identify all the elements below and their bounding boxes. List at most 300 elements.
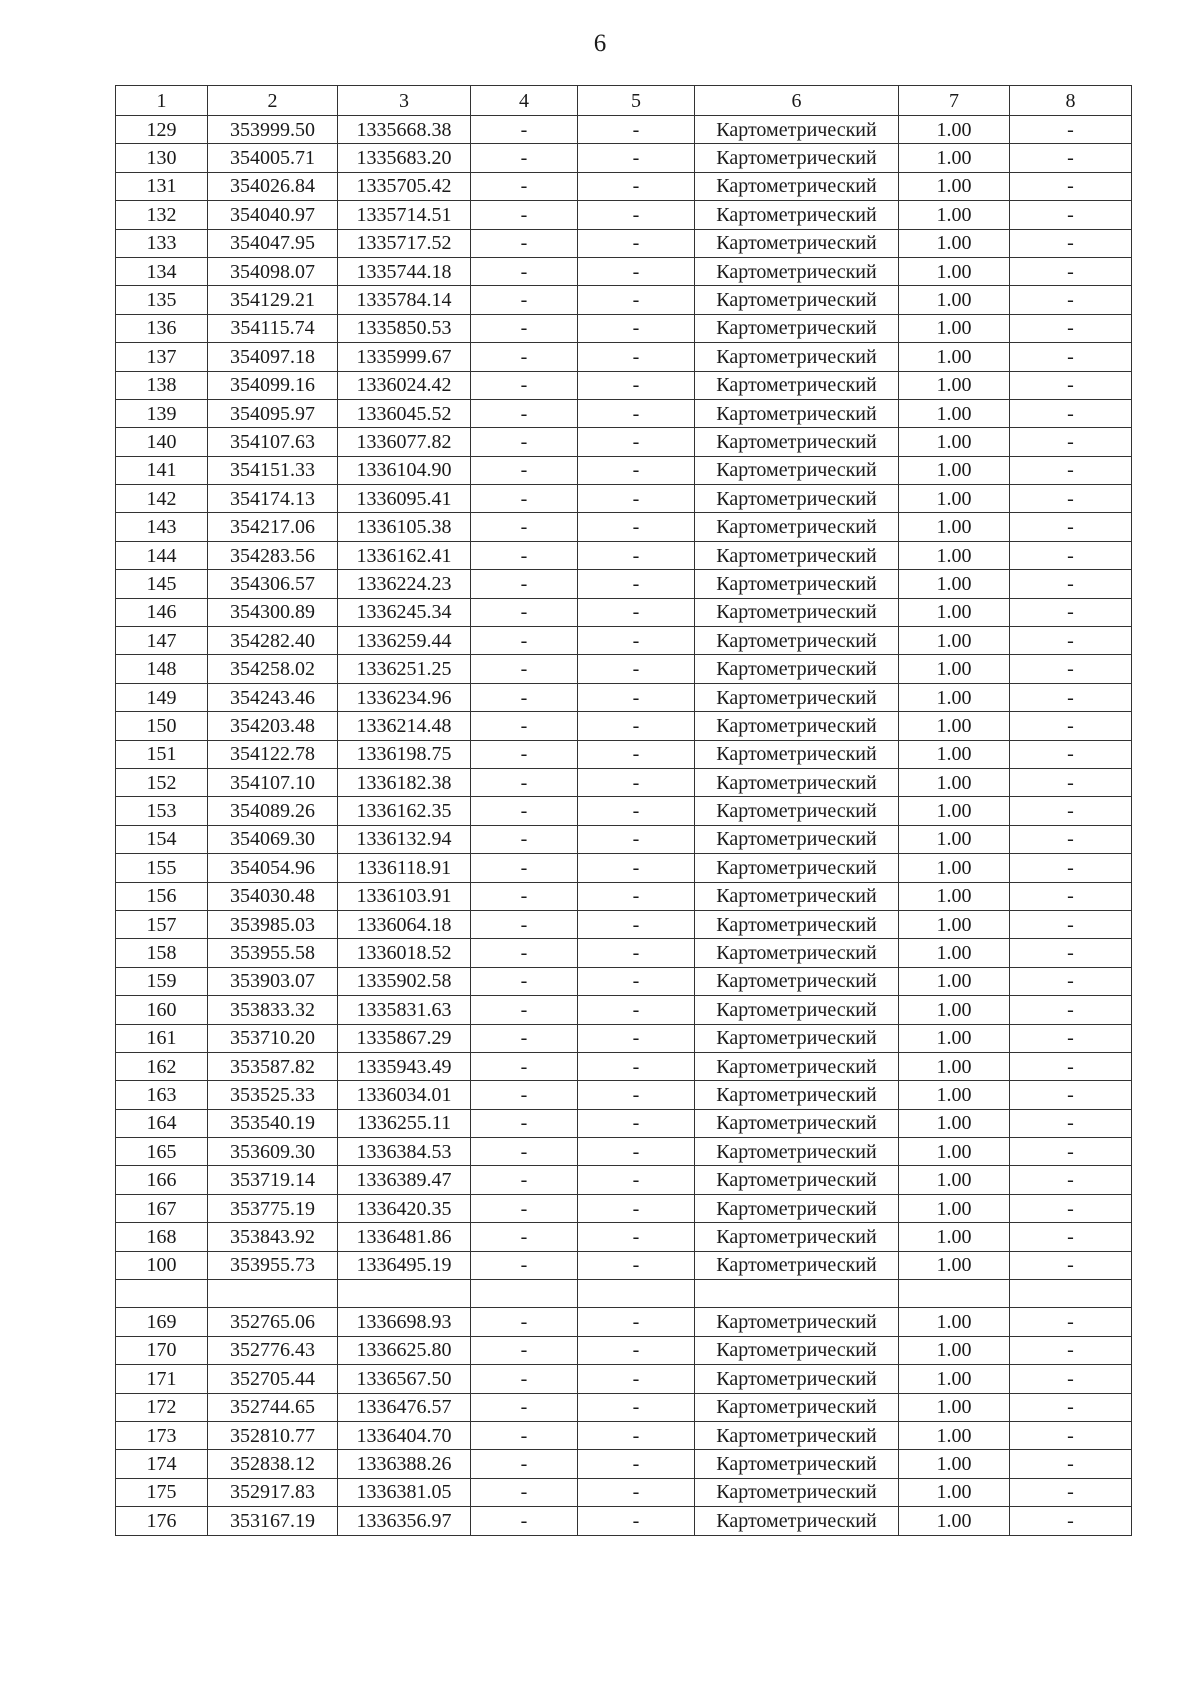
cell-accuracy: 1.00 [899, 1081, 1010, 1109]
cell-col-5: - [578, 1081, 695, 1109]
cell-coord-y: 1335668.38 [338, 116, 471, 144]
cell-coord-y: 1336095.41 [338, 485, 471, 513]
cell-coord-x: 354306.57 [208, 570, 338, 598]
cell-col-8: - [1010, 1194, 1132, 1222]
cell-col-4: - [471, 1365, 578, 1393]
cell-coord-y: 1336034.01 [338, 1081, 471, 1109]
cell-col-5: - [578, 1450, 695, 1478]
cell-col-5: - [578, 768, 695, 796]
cell-coord-y: 1336251.25 [338, 655, 471, 683]
cell-point-number: 162 [116, 1052, 208, 1080]
cell-point-number: 160 [116, 996, 208, 1024]
table-row [116, 314, 1132, 342]
cell-col-8: - [1010, 967, 1132, 995]
cell-method: Картометрический [695, 1421, 899, 1449]
cell-col-4: - [471, 513, 578, 541]
cell-col-8: - [1010, 768, 1132, 796]
cell-col-8: - [1010, 1507, 1132, 1535]
cell-col-5: - [578, 371, 695, 399]
cell-coord-y [338, 1280, 471, 1308]
cell-accuracy: 1.00 [899, 172, 1010, 200]
cell-point-number: 147 [116, 627, 208, 655]
cell-coord-y: 1336420.35 [338, 1194, 471, 1222]
cell-method: Картометрический [695, 627, 899, 655]
cell-col-5: - [578, 116, 695, 144]
cell-col-4: - [471, 740, 578, 768]
cell-method: Картометрический [695, 286, 899, 314]
cell-coord-x: 352776.43 [208, 1336, 338, 1364]
cell-coord-x: 353833.32 [208, 996, 338, 1024]
cell-accuracy: 1.00 [899, 513, 1010, 541]
cell-col-4: - [471, 541, 578, 569]
table-row [116, 939, 1132, 967]
column-header-6: 6 [695, 86, 899, 116]
cell-col-4: - [471, 768, 578, 796]
cell-method: Картометрический [695, 712, 899, 740]
cell-method: Картометрический [695, 1223, 899, 1251]
cell-coord-x: 353955.58 [208, 939, 338, 967]
cell-method: Картометрический [695, 825, 899, 853]
cell-accuracy: 1.00 [899, 910, 1010, 938]
table-row [116, 1166, 1132, 1194]
cell-accuracy: 1.00 [899, 939, 1010, 967]
cell-col-5: - [578, 1024, 695, 1052]
cell-coord-x: 354243.46 [208, 683, 338, 711]
cell-col-8: - [1010, 1081, 1132, 1109]
cell-coord-x: 352838.12 [208, 1450, 338, 1478]
cell-col-5: - [578, 1507, 695, 1535]
cell-accuracy [899, 1280, 1010, 1308]
cell-coord-y: 1336162.35 [338, 797, 471, 825]
cell-accuracy: 1.00 [899, 1223, 1010, 1251]
table-row [116, 286, 1132, 314]
cell-coord-x: 354040.97 [208, 201, 338, 229]
cell-coord-x: 354030.48 [208, 882, 338, 910]
cell-col-8: - [1010, 1223, 1132, 1251]
cell-col-5: - [578, 1194, 695, 1222]
cell-coord-x: 354005.71 [208, 144, 338, 172]
cell-col-8: - [1010, 627, 1132, 655]
cell-coord-x: 354258.02 [208, 655, 338, 683]
cell-method: Картометрический [695, 1393, 899, 1421]
cell-coord-x: 354283.56 [208, 541, 338, 569]
cell-col-8: - [1010, 797, 1132, 825]
cell-coord-y: 1336045.52 [338, 399, 471, 427]
cell-col-5: - [578, 144, 695, 172]
cell-point-number: 152 [116, 768, 208, 796]
cell-col-5: - [578, 570, 695, 598]
cell-method: Картометрический [695, 1138, 899, 1166]
cell-col-4: - [471, 1223, 578, 1251]
cell-accuracy: 1.00 [899, 768, 1010, 796]
cell-point-number [116, 1280, 208, 1308]
cell-coord-y: 1335831.63 [338, 996, 471, 1024]
cell-point-number: 165 [116, 1138, 208, 1166]
cell-coord-y: 1336384.53 [338, 1138, 471, 1166]
cell-col-5: - [578, 797, 695, 825]
cell-accuracy: 1.00 [899, 1308, 1010, 1336]
cell-col-4: - [471, 1450, 578, 1478]
cell-col-4: - [471, 1194, 578, 1222]
cell-coord-y: 1336567.50 [338, 1365, 471, 1393]
cell-col-5: - [578, 485, 695, 513]
cell-col-4: - [471, 343, 578, 371]
cell-point-number: 155 [116, 854, 208, 882]
cell-method: Картометрический [695, 399, 899, 427]
cell-coord-y: 1336698.93 [338, 1308, 471, 1336]
cell-col-5: - [578, 201, 695, 229]
cell-accuracy: 1.00 [899, 854, 1010, 882]
cell-col-5: - [578, 1052, 695, 1080]
cell-coord-y: 1336104.90 [338, 456, 471, 484]
cell-coord-x: 353540.19 [208, 1109, 338, 1137]
cell-col-8: - [1010, 1393, 1132, 1421]
cell-col-4 [471, 1280, 578, 1308]
cell-method: Картометрический [695, 343, 899, 371]
cell-col-5: - [578, 286, 695, 314]
cell-accuracy: 1.00 [899, 1024, 1010, 1052]
cell-col-5: - [578, 1478, 695, 1506]
cell-col-5: - [578, 967, 695, 995]
cell-col-4: - [471, 1478, 578, 1506]
cell-col-4: - [471, 882, 578, 910]
cell-col-5: - [578, 257, 695, 285]
cell-accuracy: 1.00 [899, 1138, 1010, 1166]
cell-col-8: - [1010, 570, 1132, 598]
cell-method: Картометрический [695, 598, 899, 626]
cell-coord-y: 1335784.14 [338, 286, 471, 314]
cell-col-8: - [1010, 1450, 1132, 1478]
cell-col-4: - [471, 201, 578, 229]
cell-method: Картометрический [695, 768, 899, 796]
cell-col-4: - [471, 1336, 578, 1364]
cell-point-number: 142 [116, 485, 208, 513]
cell-coord-x: 353525.33 [208, 1081, 338, 1109]
cell-col-5: - [578, 882, 695, 910]
cell-coord-x: 353719.14 [208, 1166, 338, 1194]
cell-point-number: 154 [116, 825, 208, 853]
cell-col-5: - [578, 655, 695, 683]
cell-coord-x: 353775.19 [208, 1194, 338, 1222]
cell-col-5: - [578, 1166, 695, 1194]
cell-method: Картометрический [695, 1024, 899, 1052]
cell-accuracy: 1.00 [899, 1421, 1010, 1449]
cell-point-number: 166 [116, 1166, 208, 1194]
cell-method: Картометрический [695, 513, 899, 541]
cell-coord-y: 1336404.70 [338, 1421, 471, 1449]
table-row [116, 428, 1132, 456]
cell-col-4: - [471, 1109, 578, 1137]
cell-col-4: - [471, 939, 578, 967]
cell-point-number: 134 [116, 257, 208, 285]
cell-col-8: - [1010, 541, 1132, 569]
cell-coord-x: 353903.07 [208, 967, 338, 995]
table-row [116, 1450, 1132, 1478]
table-row [116, 116, 1132, 144]
cell-col-5: - [578, 939, 695, 967]
cell-point-number: 139 [116, 399, 208, 427]
cell-point-number: 168 [116, 1223, 208, 1251]
cell-col-8: - [1010, 1052, 1132, 1080]
cell-col-4: - [471, 257, 578, 285]
column-header-4: 4 [471, 86, 578, 116]
table-row [116, 1365, 1132, 1393]
cell-coord-x: 353985.03 [208, 910, 338, 938]
cell-coord-y: 1335943.49 [338, 1052, 471, 1080]
table-row [116, 1507, 1132, 1535]
cell-col-5: - [578, 172, 695, 200]
cell-method: Картометрический [695, 485, 899, 513]
cell-col-4: - [471, 910, 578, 938]
cell-col-4: - [471, 456, 578, 484]
cell-col-5: - [578, 456, 695, 484]
table-row [116, 399, 1132, 427]
cell-col-8: - [1010, 343, 1132, 371]
column-header-7: 7 [899, 86, 1010, 116]
cell-point-number: 175 [116, 1478, 208, 1506]
cell-point-number: 149 [116, 683, 208, 711]
cell-col-5: - [578, 314, 695, 342]
cell-point-number: 158 [116, 939, 208, 967]
cell-col-8: - [1010, 854, 1132, 882]
cell-accuracy: 1.00 [899, 428, 1010, 456]
cell-col-8: - [1010, 286, 1132, 314]
cell-coord-x [208, 1280, 338, 1308]
cell-coord-y: 1335714.51 [338, 201, 471, 229]
cell-coord-y: 1336388.26 [338, 1450, 471, 1478]
cell-col-8: - [1010, 371, 1132, 399]
cell-coord-x: 353167.19 [208, 1507, 338, 1535]
column-header-1: 1 [116, 86, 208, 116]
cell-col-8: - [1010, 712, 1132, 740]
table-row [116, 967, 1132, 995]
cell-coord-y: 1336198.75 [338, 740, 471, 768]
cell-coord-y: 1336103.91 [338, 882, 471, 910]
cell-col-8: - [1010, 1478, 1132, 1506]
cell-accuracy: 1.00 [899, 655, 1010, 683]
cell-point-number: 157 [116, 910, 208, 938]
cell-method: Картометрический [695, 314, 899, 342]
cell-accuracy: 1.00 [899, 257, 1010, 285]
cell-accuracy: 1.00 [899, 1393, 1010, 1421]
cell-method: Картометрический [695, 428, 899, 456]
cell-col-5: - [578, 996, 695, 1024]
cell-col-4: - [471, 570, 578, 598]
cell-accuracy: 1.00 [899, 229, 1010, 257]
cell-col-5: - [578, 910, 695, 938]
cell-accuracy: 1.00 [899, 740, 1010, 768]
cell-point-number: 171 [116, 1365, 208, 1393]
cell-method: Картометрический [695, 996, 899, 1024]
cell-col-8: - [1010, 939, 1132, 967]
cell-coord-y: 1336255.11 [338, 1109, 471, 1137]
cell-col-8: - [1010, 428, 1132, 456]
cell-col-5: - [578, 428, 695, 456]
cell-col-5: - [578, 1251, 695, 1279]
cell-point-number: 164 [116, 1109, 208, 1137]
cell-coord-y: 1336259.44 [338, 627, 471, 655]
cell-method: Картометрический [695, 1365, 899, 1393]
cell-col-5: - [578, 1393, 695, 1421]
cell-coord-y: 1335850.53 [338, 314, 471, 342]
cell-point-number: 131 [116, 172, 208, 200]
table-row [116, 456, 1132, 484]
cell-col-5: - [578, 399, 695, 427]
cell-accuracy: 1.00 [899, 1450, 1010, 1478]
cell-coord-x: 352705.44 [208, 1365, 338, 1393]
cell-point-number: 143 [116, 513, 208, 541]
table-row [116, 1280, 1132, 1308]
cell-col-4: - [471, 1507, 578, 1535]
cell-point-number: 137 [116, 343, 208, 371]
cell-point-number: 156 [116, 882, 208, 910]
cell-point-number: 140 [116, 428, 208, 456]
cell-accuracy: 1.00 [899, 541, 1010, 569]
cell-coord-y: 1336356.97 [338, 1507, 471, 1535]
cell-coord-y: 1336105.38 [338, 513, 471, 541]
cell-accuracy: 1.00 [899, 712, 1010, 740]
cell-coord-y: 1335902.58 [338, 967, 471, 995]
cell-point-number: 148 [116, 655, 208, 683]
cell-col-4: - [471, 428, 578, 456]
cell-col-8: - [1010, 1109, 1132, 1137]
cell-accuracy: 1.00 [899, 201, 1010, 229]
cell-accuracy: 1.00 [899, 1251, 1010, 1279]
table-row [116, 229, 1132, 257]
table-row [116, 825, 1132, 853]
cell-coord-y: 1336132.94 [338, 825, 471, 853]
cell-col-8: - [1010, 1421, 1132, 1449]
table-row [116, 996, 1132, 1024]
cell-col-4: - [471, 1251, 578, 1279]
cell-accuracy: 1.00 [899, 399, 1010, 427]
cell-col-8: - [1010, 257, 1132, 285]
cell-coord-y: 1336234.96 [338, 683, 471, 711]
coordinates-table [115, 85, 1132, 1536]
cell-col-8: - [1010, 910, 1132, 938]
cell-col-8: - [1010, 1166, 1132, 1194]
header-row [116, 86, 1132, 116]
cell-col-4: - [471, 797, 578, 825]
cell-col-5: - [578, 541, 695, 569]
cell-point-number: 129 [116, 116, 208, 144]
cell-col-4: - [471, 996, 578, 1024]
cell-point-number: 151 [116, 740, 208, 768]
cell-point-number: 150 [116, 712, 208, 740]
cell-point-number: 136 [116, 314, 208, 342]
cell-method: Картометрический [695, 1081, 899, 1109]
table-row [116, 1052, 1132, 1080]
cell-col-4: - [471, 683, 578, 711]
cell-col-8: - [1010, 513, 1132, 541]
cell-coord-x: 352810.77 [208, 1421, 338, 1449]
cell-col-5: - [578, 1365, 695, 1393]
cell-method: Картометрический [695, 1507, 899, 1535]
cell-method: Картометрический [695, 939, 899, 967]
cell-accuracy: 1.00 [899, 1478, 1010, 1506]
cell-coord-y: 1335705.42 [338, 172, 471, 200]
cell-col-4: - [471, 1138, 578, 1166]
cell-coord-y: 1336224.23 [338, 570, 471, 598]
cell-point-number: 141 [116, 456, 208, 484]
cell-col-8: - [1010, 144, 1132, 172]
table-row [116, 797, 1132, 825]
cell-point-number: 153 [116, 797, 208, 825]
cell-col-8: - [1010, 1024, 1132, 1052]
cell-method: Картометрический [695, 371, 899, 399]
table-row [116, 1194, 1132, 1222]
cell-point-number: 169 [116, 1308, 208, 1336]
cell-accuracy: 1.00 [899, 1166, 1010, 1194]
cell-point-number: 172 [116, 1393, 208, 1421]
table-row [116, 541, 1132, 569]
table-row [116, 144, 1132, 172]
cell-method: Картометрический [695, 1478, 899, 1506]
table-row [116, 570, 1132, 598]
cell-coord-y: 1335683.20 [338, 144, 471, 172]
cell-col-5: - [578, 1138, 695, 1166]
column-header-8: 8 [1010, 86, 1132, 116]
table-row [116, 343, 1132, 371]
cell-coord-y: 1336064.18 [338, 910, 471, 938]
cell-coord-x: 354089.26 [208, 797, 338, 825]
cell-col-5 [578, 1280, 695, 1308]
cell-col-4: - [471, 485, 578, 513]
cell-coord-y: 1336018.52 [338, 939, 471, 967]
table-row [116, 655, 1132, 683]
cell-point-number: 167 [116, 1194, 208, 1222]
cell-coord-x: 354203.48 [208, 712, 338, 740]
cell-col-4: - [471, 399, 578, 427]
cell-method: Картометрический [695, 201, 899, 229]
cell-coord-y: 1336381.05 [338, 1478, 471, 1506]
cell-col-4: - [471, 116, 578, 144]
cell-method: Картометрический [695, 882, 899, 910]
cell-coord-x: 354300.89 [208, 598, 338, 626]
cell-col-8: - [1010, 1138, 1132, 1166]
cell-col-5: - [578, 1421, 695, 1449]
cell-col-8: - [1010, 399, 1132, 427]
table-row [116, 1336, 1132, 1364]
cell-col-4: - [471, 1052, 578, 1080]
cell-accuracy: 1.00 [899, 797, 1010, 825]
cell-coord-y: 1336625.80 [338, 1336, 471, 1364]
cell-coord-y: 1336024.42 [338, 371, 471, 399]
cell-col-5: - [578, 712, 695, 740]
cell-col-8: - [1010, 314, 1132, 342]
cell-coord-x: 353710.20 [208, 1024, 338, 1052]
cell-col-5: - [578, 1308, 695, 1336]
table-row [116, 172, 1132, 200]
column-header-5: 5 [578, 86, 695, 116]
cell-col-5: - [578, 229, 695, 257]
cell-accuracy: 1.00 [899, 967, 1010, 995]
cell-coord-x: 352765.06 [208, 1308, 338, 1336]
table-row [116, 1308, 1132, 1336]
cell-coord-x: 354115.74 [208, 314, 338, 342]
cell-col-8: - [1010, 172, 1132, 200]
table-row [116, 1109, 1132, 1137]
cell-method: Картометрический [695, 1251, 899, 1279]
cell-col-5: - [578, 1109, 695, 1137]
table-row [116, 683, 1132, 711]
cell-col-8: - [1010, 1365, 1132, 1393]
table-row [116, 371, 1132, 399]
column-header-3: 3 [338, 86, 471, 116]
cell-col-4: - [471, 1166, 578, 1194]
cell-coord-x: 354098.07 [208, 257, 338, 285]
cell-accuracy: 1.00 [899, 371, 1010, 399]
